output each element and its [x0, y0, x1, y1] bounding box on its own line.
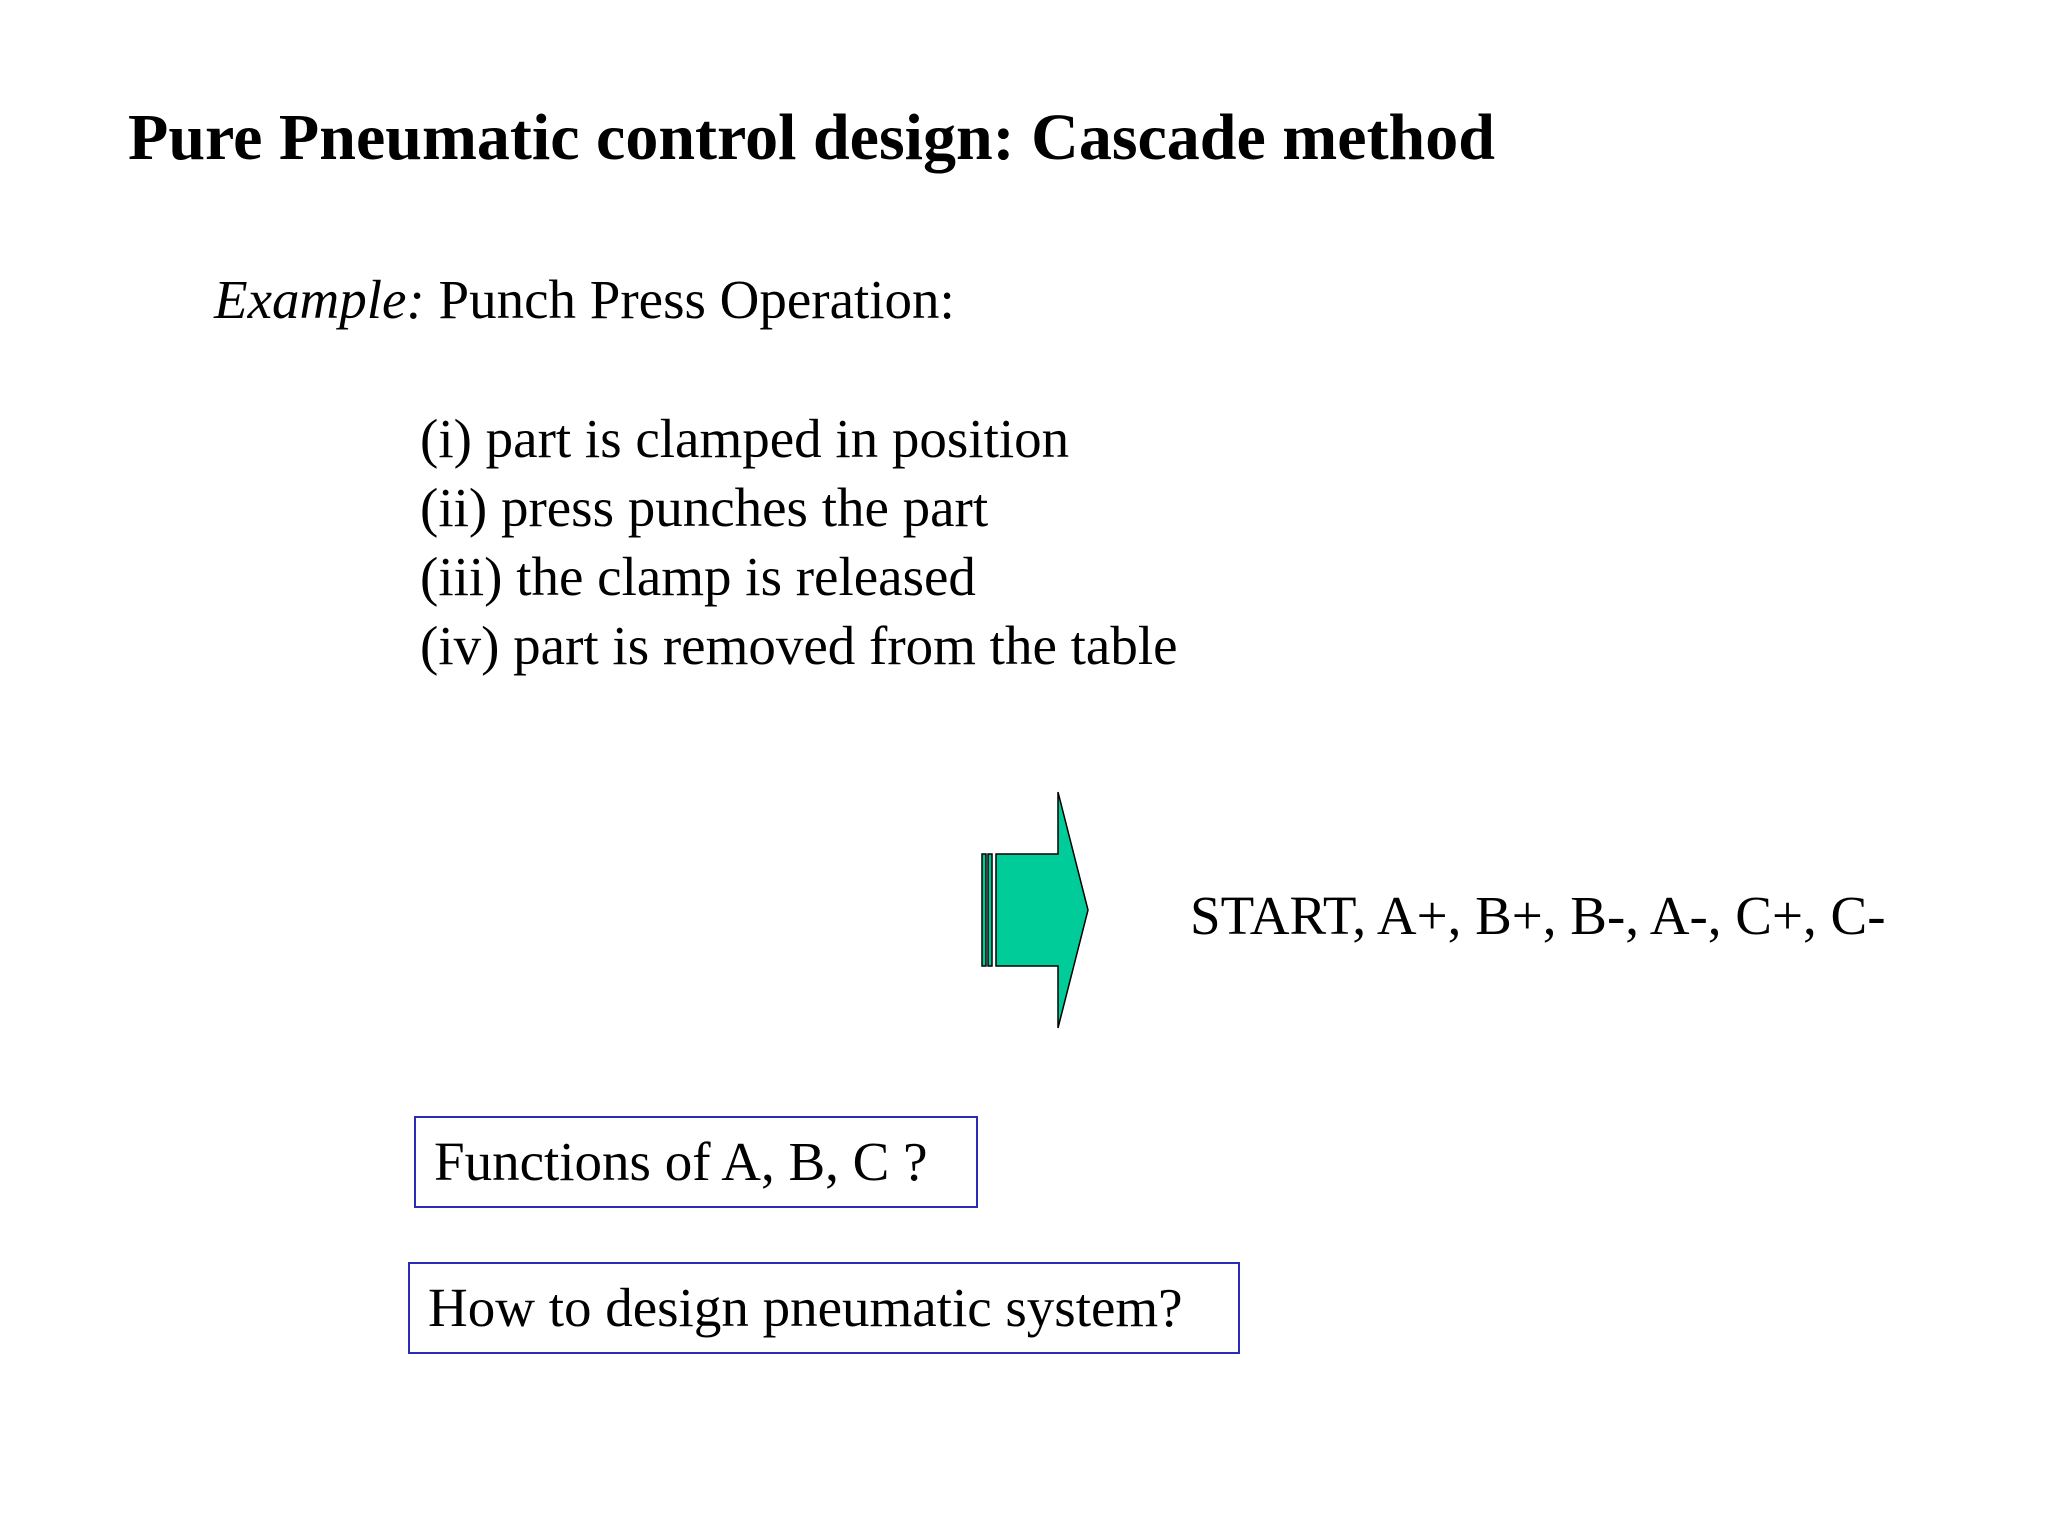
slide-title: Pure Pneumatic control design: Cascade method [128, 101, 1495, 174]
question-box-functions [414, 1116, 978, 1208]
step-item: (i) part is clamped in position [420, 408, 1070, 469]
question-text: Functions of A, B, C ? [434, 1131, 928, 1193]
step-item: (ii) press punches the part [420, 477, 989, 538]
example-text: Punch Press Operation: [424, 269, 955, 330]
operation-steps-list [420, 404, 1178, 680]
step-item: (iv) part is removed from the table [420, 615, 1178, 676]
example-label: Example: [214, 269, 425, 330]
question-box-design [408, 1262, 1240, 1354]
actuator-sequence: START, A+, B+, B-, A-, C+, C- [1190, 885, 1886, 946]
right-arrow-icon [980, 790, 1090, 1030]
question-text: How to design pneumatic system? [428, 1277, 1183, 1339]
example-heading [214, 268, 955, 331]
step-item: (iii) the clamp is released [420, 546, 976, 607]
